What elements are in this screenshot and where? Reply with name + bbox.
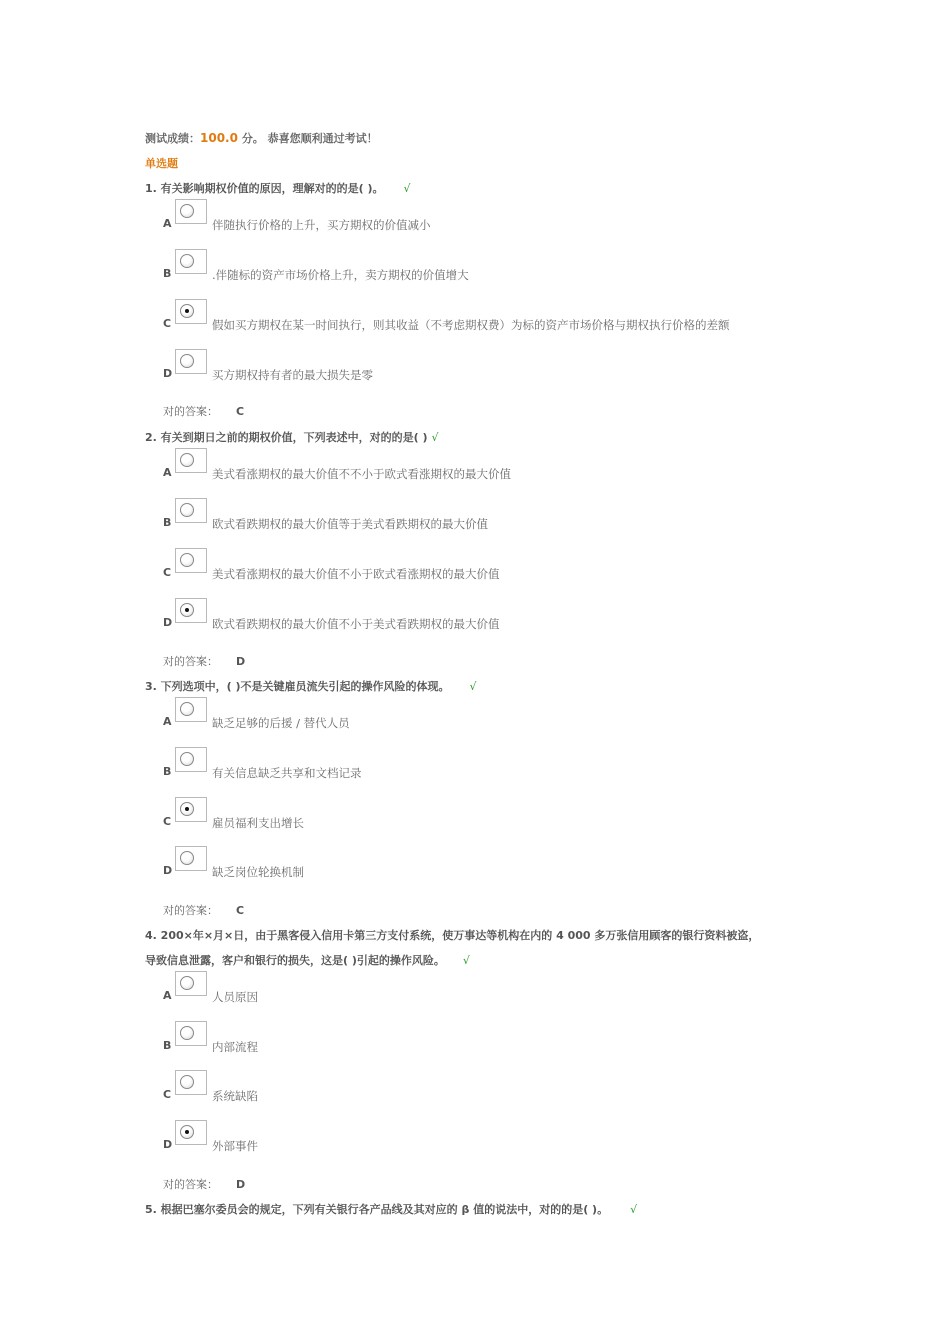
score-value: 100.0 xyxy=(200,131,238,145)
radio-unselected-icon xyxy=(180,553,194,567)
option-text: 假如买方期权在某一时间执行，则其收益（不考虑期权费）为标的资产市场价格与期权执行价格的差额 xyxy=(212,318,730,332)
radio-unselected-icon xyxy=(180,503,194,517)
radio-unselected-icon xyxy=(180,254,194,268)
option-text: 缺乏岗位轮换机制 xyxy=(212,865,304,879)
score-prefix: 测试成绩： xyxy=(145,132,200,145)
radio-unselected-icon xyxy=(180,851,194,865)
radio-selected-icon xyxy=(180,603,194,617)
option-text: 伴随执行价格的上升，买方期权的价值减小 xyxy=(212,218,431,232)
correct-check-icon: √ xyxy=(462,954,470,967)
option-text: 美式看涨期权的最大价值不小于欧式看涨期权的最大价值 xyxy=(212,567,500,581)
question-5-text: 5. 根据巴塞尔委员会的规定，下列有关银行各产品线及其对应的 β 值的说法中，对的的是( )。 √ xyxy=(145,1203,638,1216)
radio-option-3d[interactable] xyxy=(175,846,207,871)
radio-option-3c[interactable] xyxy=(175,797,207,822)
correct-check-icon: √ xyxy=(630,1203,638,1216)
option-letter: A xyxy=(163,989,172,1002)
radio-option-2b[interactable] xyxy=(175,498,207,523)
radio-option-4d[interactable] xyxy=(175,1120,207,1145)
radio-unselected-icon xyxy=(180,453,194,467)
option-text: 缺乏足够的后援 / 替代人员 xyxy=(212,716,350,730)
test-score-line xyxy=(145,130,378,146)
question-4-text-line1: 4. 200×年×月×日，由于黑客侵入信用卡第三方支付系统，使万事达等机构在内的 4 000 多万张信用顾客的银行资料被盗， xyxy=(145,929,760,942)
radio-unselected-icon xyxy=(180,1026,194,1040)
radio-unselected-icon xyxy=(180,204,194,218)
radio-unselected-icon xyxy=(180,1075,194,1089)
radio-option-1b[interactable] xyxy=(175,249,207,274)
correct-answer-line: 对的答案： D xyxy=(163,1178,246,1191)
option-letter: A xyxy=(163,217,172,230)
option-letter: C xyxy=(163,815,172,828)
radio-option-1c[interactable] xyxy=(175,299,207,324)
radio-option-2d[interactable] xyxy=(175,598,207,623)
correct-answer-line: 对的答案： C xyxy=(163,904,245,917)
radio-selected-icon xyxy=(180,802,194,816)
question-4-text-line2: 导致信息泄露，客户和银行的损失，这是( )引起的操作风险。 √ xyxy=(145,954,470,967)
section-title: 单选题 xyxy=(145,157,178,170)
radio-selected-icon xyxy=(180,1125,194,1139)
option-letter: A xyxy=(163,466,172,479)
option-text: 人员原因 xyxy=(212,990,258,1004)
radio-option-1d[interactable] xyxy=(175,349,207,374)
option-text: 外部事件 xyxy=(212,1139,258,1153)
radio-option-4a[interactable] xyxy=(175,971,207,996)
option-text: .伴随标的资产市场价格上升，卖方期权的价值增大 xyxy=(212,268,469,282)
correct-answer-value: D xyxy=(236,1178,246,1191)
option-letter: B xyxy=(163,267,172,280)
radio-option-3b[interactable] xyxy=(175,747,207,772)
option-text: 欧式看跌期权的最大价值不小于美式看跌期权的最大价值 xyxy=(212,617,500,631)
option-letter: A xyxy=(163,715,172,728)
radio-unselected-icon xyxy=(180,702,194,716)
option-letter: C xyxy=(163,1088,172,1101)
option-letter: B xyxy=(163,1039,172,1052)
radio-option-2c[interactable] xyxy=(175,548,207,573)
option-letter: B xyxy=(163,516,172,529)
option-text: 有关信息缺乏共享和文档记录 xyxy=(212,766,362,780)
option-text: 系统缺陷 xyxy=(212,1089,258,1103)
option-letter: D xyxy=(163,1138,173,1151)
option-text: 买方期权持有者的最大损失是零 xyxy=(212,368,373,382)
radio-unselected-icon xyxy=(180,752,194,766)
radio-option-3a[interactable] xyxy=(175,697,207,722)
radio-selected-icon xyxy=(180,304,194,318)
option-text: 欧式看跌期权的最大价值等于美式看跌期权的最大价值 xyxy=(212,517,488,531)
option-letter: C xyxy=(163,317,172,330)
correct-answer-value: D xyxy=(236,655,246,668)
radio-option-1a[interactable] xyxy=(175,199,207,224)
question-2-text: 2. 有关到期日之前的期权价值，下列表述中，对的的是( ) √ xyxy=(145,431,439,444)
question-1-text: 1. 有关影响期权价值的原因，理解对的的是( )。 √ xyxy=(145,182,411,195)
option-text: 内部流程 xyxy=(212,1040,258,1054)
radio-unselected-icon xyxy=(180,354,194,368)
radio-option-4c[interactable] xyxy=(175,1070,207,1095)
correct-check-icon: √ xyxy=(431,431,439,444)
question-3-text: 3. 下列选项中，( )不是关键雇员流失引起的操作风险的体现。 √ xyxy=(145,680,477,693)
option-letter: B xyxy=(163,765,172,778)
correct-check-icon: √ xyxy=(469,680,477,693)
correct-check-icon: √ xyxy=(403,182,411,195)
option-letter: D xyxy=(163,864,173,877)
option-letter: D xyxy=(163,367,173,380)
option-text: 美式看涨期权的最大价值不不小于欧式看涨期权的最大价值 xyxy=(212,467,511,481)
correct-answer-value: C xyxy=(236,904,245,917)
option-text: 雇员福利支出增长 xyxy=(212,816,304,830)
radio-option-2a[interactable] xyxy=(175,448,207,473)
option-letter: D xyxy=(163,616,173,629)
correct-answer-line: 对的答案： D xyxy=(163,655,246,668)
option-letter: C xyxy=(163,566,172,579)
radio-option-4b[interactable] xyxy=(175,1021,207,1046)
correct-answer-value: C xyxy=(236,405,245,418)
correct-answer-line: 对的答案： C xyxy=(163,405,245,418)
radio-unselected-icon xyxy=(180,976,194,990)
score-message: 分。 恭喜您顺利通过考试！ xyxy=(241,132,378,145)
